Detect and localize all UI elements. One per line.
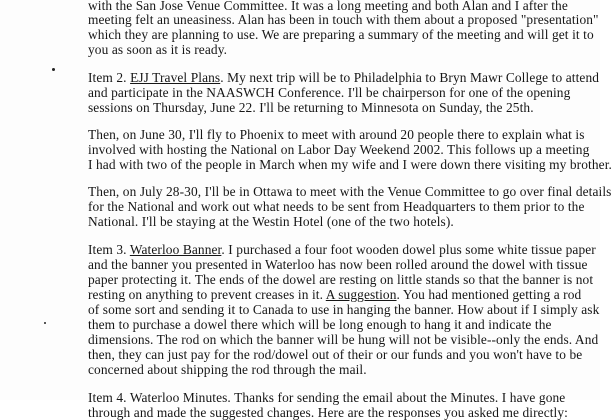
text-line	[88, 242, 600, 257]
text-line: paper protecting it. The ends of the dowel are resting on little stands so that the banner is not	[88, 272, 594, 287]
text-line: Then, on June 30, I'll fly to Phoenix to meet with around 20 people there to explain what is	[88, 127, 585, 142]
item-text: . You had mentioned getting a rod	[396, 287, 582, 302]
text-line: with the San Jose Venue Committee. It was a long meeting and both Alan and I after the	[88, 0, 568, 13]
text-line: them to purchase a dowel there which will be long enough to hang it and indicate the	[88, 317, 552, 332]
item-heading: Waterloo Banner	[129, 242, 222, 257]
text-line: dimensions. The rod on which the banner will be hung will not be visible--only the ends. And	[88, 332, 599, 347]
text-line: National. I'll be staying at the Westin Hotel (one of the two hotels).	[88, 214, 454, 229]
text-line: sessions on Thursday, June 22. I'll be returning to Minnesota on Sunday, the 25th.	[88, 100, 534, 115]
text-line: you as soon as it is ready.	[88, 42, 228, 57]
item-text: . My next trip will be to Philadelphia to Bryn Mawr College to attend	[220, 70, 600, 85]
text-line: meeting felt an uneasiness. Alan has been in touch with them about a proposed "presentation"	[88, 12, 599, 27]
text-line: which they are planning to use. We are preparing a summary of the meeting and will get it to	[88, 27, 594, 42]
text-line: then, they can just pay for the rod/dowel out of their or our funds and you won't have to be	[88, 347, 583, 362]
item-prefix: resting on anything to prevent creases in it.	[88, 287, 326, 302]
item-text: . I purchased a four foot wooden dowel plus some white tissue paper	[221, 242, 596, 257]
text-line	[88, 287, 600, 302]
text-line	[88, 70, 600, 85]
text-line: Then, on July 28-30, I'll be in Ottawa to meet with the Venue Committee to go over final details	[88, 184, 612, 199]
text-line: I had with two of the people in March when my wife and I were down there visiting my brother.	[88, 157, 612, 172]
text-line: concerned about shipping the rod through the mail.	[88, 362, 367, 377]
text-line: involved with hosting the National on Labor Day Weekend 2002. This follows up a meeting	[88, 142, 590, 157]
text-line: for the National and work out what needs to be sent from Headquarters to them prior to the	[88, 199, 585, 214]
scan-speck	[44, 322, 46, 324]
text-line: of some sort and sending it to Canada to use in hanging the banner. How about if I simply ask	[88, 302, 600, 317]
text-line: and the banner you presented in Waterloo has now been rolled around the dowel with tissue	[88, 257, 588, 272]
item-prefix: Item 2.	[88, 70, 131, 85]
scan-speck	[52, 68, 55, 71]
text-line: and participate in the NAASWCH Conference. I'll be chairperson for one of the opening	[88, 85, 571, 100]
item-prefix: Item 3.	[88, 242, 130, 257]
text-line: Item 4. Waterloo Minutes. Thanks for sending the email about the Minutes. I have gone	[88, 390, 566, 405]
item-heading: A suggestion	[325, 287, 397, 302]
item-heading: EJJ Travel Plans	[130, 70, 221, 85]
text-line: through and made the suggested changes. Here are the responses you asked me directly:	[88, 405, 568, 420]
